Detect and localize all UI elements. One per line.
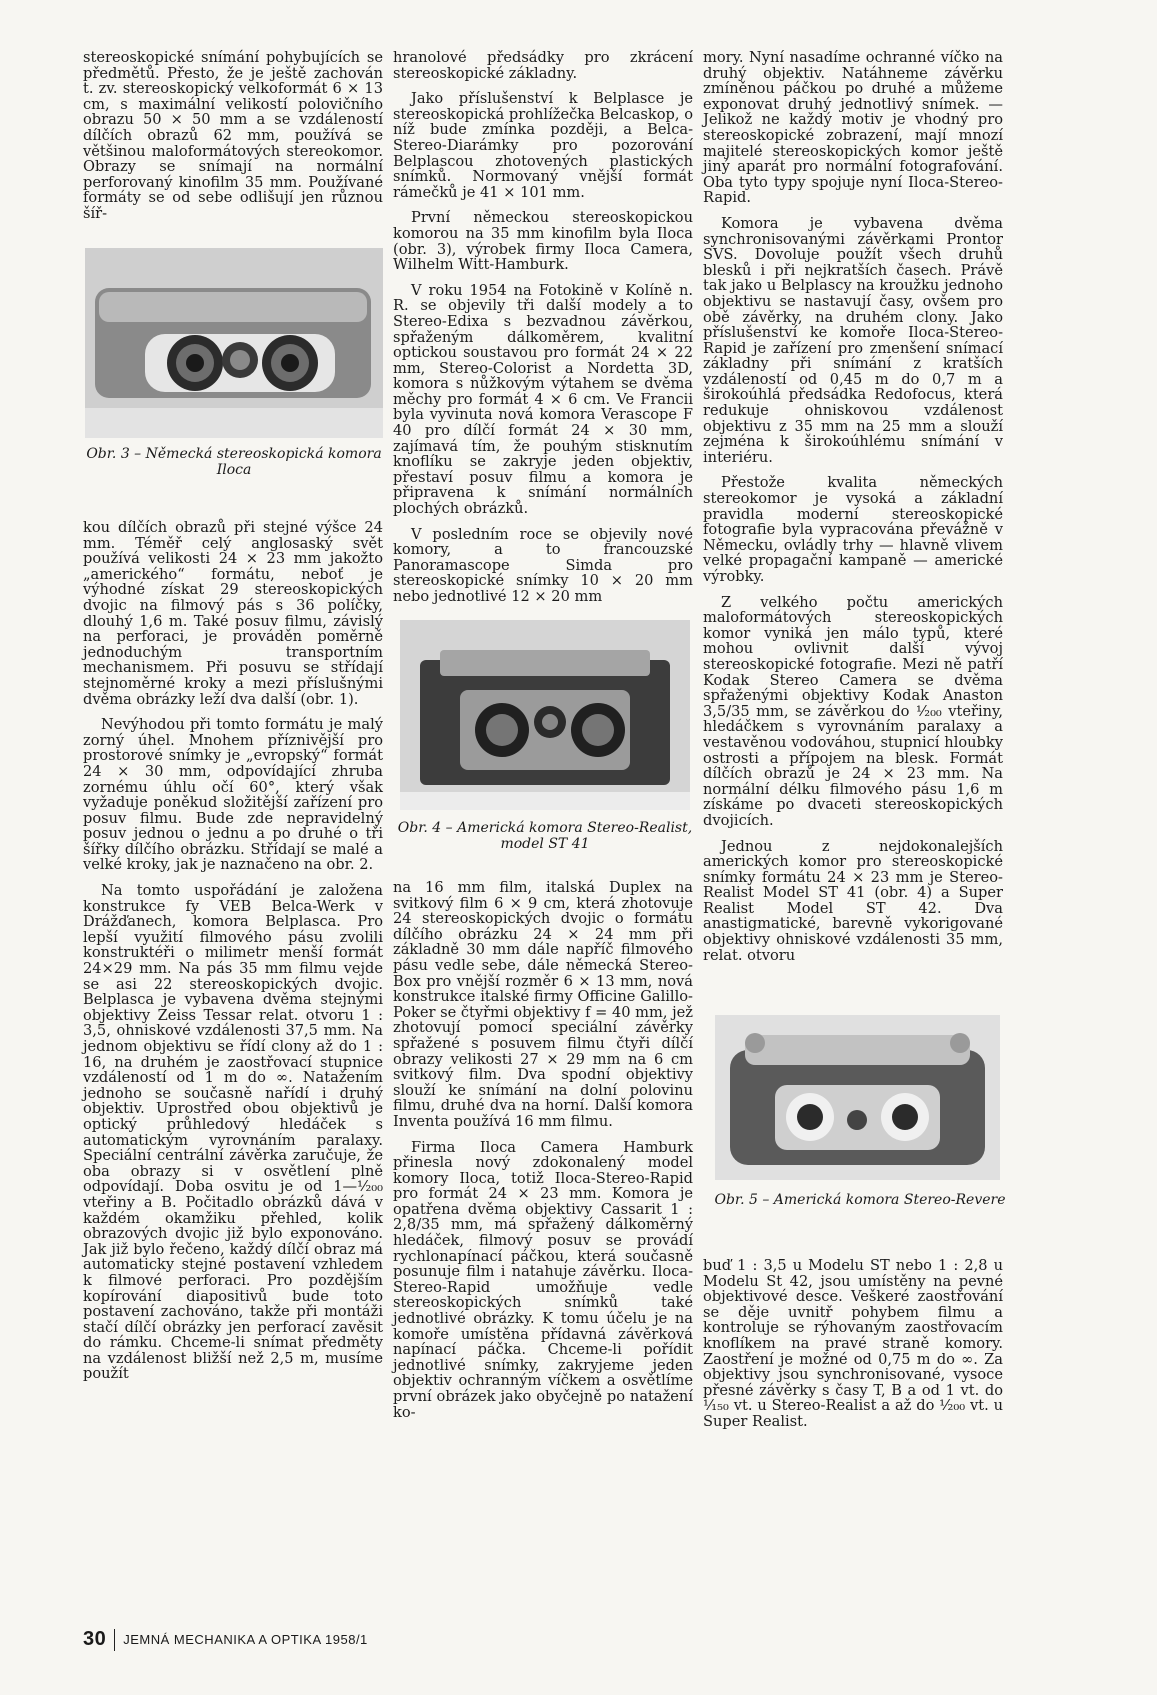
paragraph: na 16 mm film, italská Duplex na svitkový film 6 × 9 cm, která zhotovuje 24 stereoskopických dvojic o formátu dílčího obrázku 24 × 24 mm při základně 30 mm dále napříč filmového pásu vedle sebe, dále německá Stereo-Box pro vnější rozměr 6 × 13 mm, nová konstrukce italské firmy Officine Galillo-Poker se čtyřmi objektivy f = 40 mm, jež zhotovují pomocí speciální závěrky spřažené s posuvem filmu čtyři dílčí obrazy velikosti 27 × 29 mm na 6 cm svitkový film. Dva spodní objektivy slouží ke snímání na dolní polovinu filmu, druhé dva na horní. Další komora Inventa používá 16 mm filmu. (393, 879, 693, 1130)
paragraph: Z velkého počtu amerických maloformátových stereoskopických komor vyniká jen málo typů, které mohou ovlivnit další vývoj stereoskopické fotografie. Mezi ně patří Kodak Stereo Camera se dvěma spřaženými objektivy Kodak Anaston 3,5/35 mm, se závěrkou do ¹⁄₂₀₀ vteřiny, hledáčkem s vyrovnáním paralaxy a vestavěnou vodováhou, stupnicí hloubky ostrosti a přípojem na blesk. Formát dílčích obrazů je 24 × 23 mm. Na normální délku filmového pásu 1,6 m získáme po dvaceti stereoskopických dvojicích. (703, 593, 1003, 829)
paragraph: buď 1 : 3,5 u Modelu ST nebo 1 : 2,8 u Modelu St 42, jsou umístěny na pevné objektivové desce. Veškeré zaostřování se děje uvnitř pohybem filmu a kontroluje se rýhovaným zaostřovacím knoflíkem na pravé straně komory. Zaostření je možné od 0,75 m do ∞. Za objektivy jsou synchronisované, vysoce přesné závěrky s časy T, B a od 1 vt. do ¹⁄₁₅₀ vt. u Stereo-Realist a až do ¹⁄₂₀₀ vt. u Super Realist. (703, 1257, 1003, 1430)
camera-illustration (715, 1015, 1000, 1180)
camera-illustration (400, 620, 690, 810)
page-footer (83, 1628, 368, 1651)
column-1-top (83, 50, 383, 232)
photo-stereo-realist-camera (400, 620, 690, 810)
column-2-bottom (393, 880, 693, 1430)
paragraph: mory. Nyní nasadíme ochranné víčko na druhý objektiv. Natáhneme závěrku zmíněnou páčkou po druhé a můžeme exponovat druhý jednotlivý snímek. — Jelikož ne každý motiv je vhodný pro stereoskopické zobrazení, mají mnozí majitelé stereoskopických komor ještě jiný aparát pro normální fotografování. Oba tyto typy spojuje nyní Iloca-Stereo-Rapid. (703, 49, 1003, 207)
photo-iloca-camera (85, 248, 383, 438)
page-number: 30 (83, 1628, 107, 1650)
figure-caption-4: Obr. 4 – Americká komora Stereo-Realist, model ST 41 (397, 820, 693, 852)
paragraph: hranolové předsádky pro zkrácení stereoskopické základny. (393, 49, 693, 82)
paragraph: kou dílčích obrazů při stejné výšce 24 mm. Téměř celý anglosaský svět používá velikosti 24 × 23 mm jakožto „amerického“ formátu, neboť je výhodné získat 29 stereoskopických dvojic na filmový pás s 36 políčky, dlouhý 1,6 m. Také posuv filmu, závislý na perforaci, je prováděn poměrně jednoduchým transportním mechanismem. Při posuvu se střídají stejnoměrné kroky a mezi příslušnými dvěma obrázky leží dva další (obr. 1). (83, 519, 383, 708)
footer-divider (114, 1629, 115, 1651)
photo-stereo-revere-camera (715, 1015, 1000, 1180)
camera-illustration (85, 248, 383, 438)
paragraph: Firma Iloca Camera Hamburk přinesla nový zdokonalený model komory Iloca, totiž Iloca-Stereo-Rapid pro formát 24 × 23 mm. Komora je opatřena dvěma objektivy Cassarit 1 : 2,8/35 mm, má spřažený dálkoměrný hledáček, filmový posuv se provádí rychlonapínací páčkou, která současně posunuje film i natahuje závěrku. Iloca-Stereo-Rapid umožňuje vedle stereoskopických snímků také jednotlivé obrázky. K tomu účelu je na komoře umístěna přídavná závěrková napínací páčka. Chceme-li pořídit jednotlivé snímky, zakryjeme jeden objektiv ochranným víčkem a osvětlíme první obrázek jako obyčejně po natažení ko- (393, 1138, 693, 1421)
paragraph: stereoskopické snímání pohybujících se předmětů. Přesto, že je ještě zachován t. zv. stereoskopický velkoformát 6 × 13 cm, s maximální velikostí polovičního obrazu 50 × 50 mm a se vzdáleností dílčích obrazů 62 mm, používá se většinou maloformátových stereokomor. Obrazy se snímají na normální perforovaný kinofilm 35 mm. Používané formáty se od sebe odlišují jen různou šíř- (83, 49, 383, 222)
column-2-top (393, 50, 693, 615)
paragraph: Komora je vybavena dvěma synchronisovanými závěrkami Prontor SVS. Dovoluje použít všech druhů blesků i při nejkratších časech. Právě tak jako u Belplascy na kroužku jednoho objektivu se nastavují časy, ovšem pro obě závěrky, na druhém clony. Jako příslušenství ke komoře Iloca-Stereo-Rapid je zařízení pro zmenšení snímací základny při snímání z kratších vzdáleností od 0,45 m do 0,7 m a širokoúhlá předsádka Redofocus, která redukuje ohniskovou vzdálenost objektivu z 35 mm na 25 mm a slouží zejména k širokoúhlému snímání v interiéru. (703, 214, 1003, 466)
paragraph: Jako příslušenství k Belplasce je stereoskopická prohlížečka Belcaskop, o níž bude zmínka později, a Belca-Stereo-Diarámky pro pozorování Belplascou zhotovených plastických snímků. Normovaný vnější formát rámečků je 41 × 101 mm. (393, 90, 693, 201)
column-1-bottom (83, 520, 383, 1392)
column-3-bottom (703, 1258, 1003, 1440)
paragraph: Jednou z nejdokonalejších amerických komor pro stereoskopické snímky formátu 24 × 23 mm je Stereo-Realist Model ST 41 (obr. 4) a Super Realist Model ST 42. Dva anastigmatické, barevně vykorigované objektivy ohniskové vzdálenosti 35 mm, relat. otvoru (703, 837, 1003, 964)
paragraph: Přestože kvalita německých stereokomor je vysoká a základní pravidla moderní stereoskopické fotografie byla vypracována převážně v Německu, ovládly trhy — hlavně vlivem velké propagační kampaně — americké výrobky. (703, 474, 1003, 585)
figure-caption-3: Obr. 3 – Německá stereoskopická komora Iloca (86, 446, 382, 478)
column-3-top (703, 50, 1003, 973)
paragraph: V posledním roce se objevily nové komory, a to francouzské Panoramascope Simda pro stereoskopické snímky 10 × 20 mm nebo jednotlivé 12 × 20 mm (393, 525, 693, 605)
figure-caption-5: Obr. 5 – Americká komora Stereo-Revere (714, 1192, 1006, 1208)
journal-title: JEMNÁ MECHANIKA A OPTIKA 1958/1 (123, 1632, 368, 1647)
paragraph: První německou stereoskopickou komorou na 35 mm kinofilm byla Iloca (obr. 3), výrobek firmy Iloca Camera, Wilhelm Witt-Hamburk. (393, 209, 693, 274)
paragraph: V roku 1954 na Fotokině v Kolíně n. R. se objevily tři další modely a to Stereo-Edixa s bezvadnou závěrkou, spřaženým dálkoměrem, kvalitní optickou soustavou pro formát 24 × 22 mm, Stereo-Colorist a Nordetta 3D, komora s nůžkovým výtahem se dvěma měchy pro formát 4 × 6 cm. Ve Francii byla vyvinuta nová komora Verascope F 40 pro dílčí formát 24 × 30 mm, zajímavá tím, že pouhým stisknutím knoflíku se zakryje jeden objektiv, přestaví posuv filmu a komora je připravena k snímání normálních plochých obrázků. (393, 281, 693, 518)
paragraph: Na tomto uspořádání je založena konstrukce fy VEB Belca-Werk v Drážďanech, komora Belplasca. Pro lepší využití filmového pásu zvolili konstruktéři o milimetr menší formát 24×29 mm. Na pás 35 mm filmu vejde se asi 22 stereoskopických dvojic. Belplasca je vybavena dvěma stejnými objektivy Zeiss Tessar relat. otvoru 1 : 3,5, ohniskové vzdálenosti 37,5 mm. Na jednom objektivu se řídí clony až do 1 : 16, na druhém je zaostřovací stupnice vzdáleností od 1 m do ∞. Natažením jednoho se současně nařídí i druhý objektiv. Uprostřed obou objektivů je optický průhledový hledáček s automatickým vyrovnáním paralaxy. Speciální centrální závěrka zaručuje, že oba obrazy si v osvětlení plně odpovídají. Doba osvitu je od 1—¹⁄₂₀₀ vteřiny a B. Počitadlo obrázků dává v každém okamžiku přehled, kolik obrazových dvojic již bylo exponováno. Jak již bylo řečeno, každý dílčí obraz má automaticky stejné postavení vzhledem k filmové perforaci. Pro pozdějším kopírování diapositivů bude toto postavení zachováno, takže při montáži stačí dílčí obrázky jen perforací zavěsit do rámku. Chceme-li snímat předměty na vzdálenost bližší než 2,5 m, musíme použít (83, 882, 383, 1383)
paragraph: Nevýhodou při tomto formátu je malý zorný úhel. Mnohem příznivější pro prostorové snímky je „evropský“ formát 24 × 30 mm, odpovídající zhruba zornému úhlu očí 60°, který však vyžaduje poněkud složitější zařízení pro posuv filmu. Bude zde nepravidelný posuv jednou o jednu a po druhé o tři šířky dílčího obrázku. Střídají se malé a velké kroky, jak je naznačeno na obr. 2. (83, 716, 383, 874)
